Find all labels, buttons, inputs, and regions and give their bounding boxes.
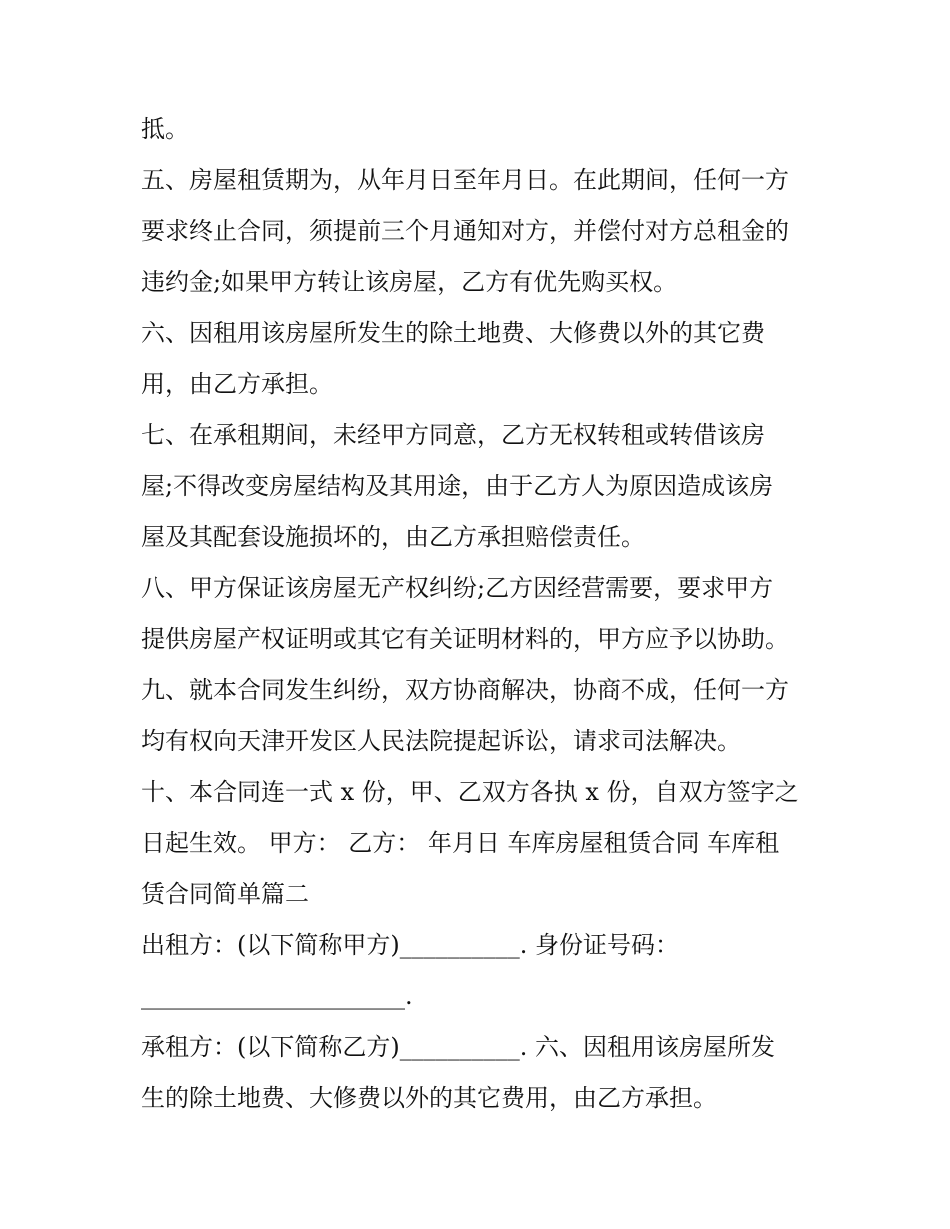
text-line: 日起生效。 甲方： 乙方： 年月日 车库房屋租赁合同 车库租 <box>141 829 780 857</box>
text-line: 用，由乙方承担。 <box>141 370 333 398</box>
text-line: 承租方：(以下简称乙方)__________. 六、因租用该房屋所发 <box>141 1033 775 1061</box>
text-line: ______________________. <box>141 982 413 1010</box>
text-line: 屋;不得改变房屋结构及其用途，由于乙方人为原因造成该房 <box>141 472 774 500</box>
text-line: 违约金;如果甲方转让该房屋，乙方有优先购买权。 <box>141 268 678 296</box>
text-line: 九、就本合同发生纠纷，双方协商解决，协商不成，任何一方 <box>141 676 789 704</box>
text-line: 七、在承租期间，未经甲方同意，乙方无权转租或转借该房 <box>141 421 765 449</box>
text-line: 要求终止合同，须提前三个月通知对方，并偿付对方总租金的 <box>141 217 789 245</box>
text-line: 屋及其配套设施损坏的，由乙方承担赔偿责任。 <box>141 523 645 551</box>
text-line: 抵。 <box>141 115 189 143</box>
text-line: 六、因租用该房屋所发生的除土地费、大修费以外的其它费 <box>141 319 765 347</box>
text-line: 出租方：(以下简称甲方)__________. 身份证号码： <box>141 931 679 959</box>
text-line: 生的除土地费、大修费以外的其它费用，由乙方承担。 <box>141 1084 717 1112</box>
text-line: 提供房屋产权证明或其它有关证明材料的，甲方应予以协助。 <box>141 625 789 653</box>
contract-text <box>141 104 821 1124</box>
text-line: 十、本合同连一式 x 份，甲、乙双方各执 x 份，自双方签字之 <box>141 778 799 806</box>
text-line: 八、甲方保证该房屋无产权纠纷;乙方因经营需要，要求甲方 <box>141 574 774 602</box>
text-line: 赁合同简单篇二 <box>141 880 309 908</box>
text-line: 五、房屋租赁期为，从年月日至年月日。在此期间，任何一方 <box>141 166 789 194</box>
text-line: 均有权向天津开发区人民法院提起诉讼，请求司法解决。 <box>141 727 741 755</box>
